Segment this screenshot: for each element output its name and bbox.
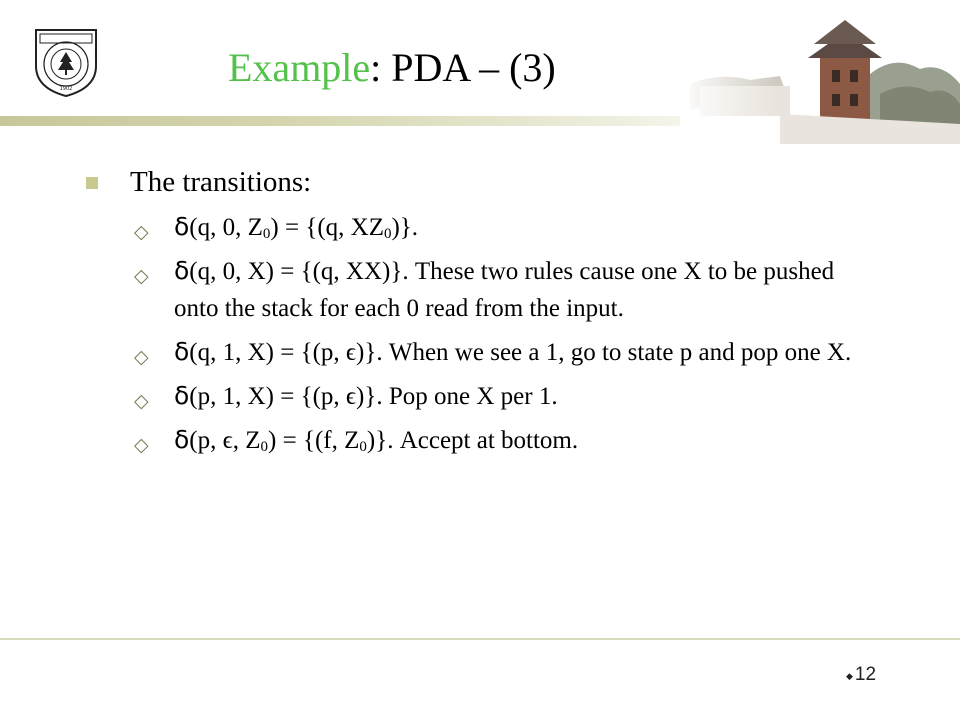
list-item: ◇ δ(q, 0, $Z_0) = \{(q$, $XZ_0$)}. (82, 208, 864, 246)
title-accent: Example (228, 45, 371, 90)
slide-title (228, 45, 556, 90)
diamond-bullet-icon: ◆ (846, 671, 853, 681)
university-seal-icon (30, 26, 102, 98)
hollow-diamond-bullet-icon: ◇ (134, 434, 149, 456)
hollow-diamond-bullet-icon: ◇ (134, 221, 149, 243)
hollow-diamond-bullet-icon: ◇ (134, 265, 149, 287)
bullet-heading: The transitions: (82, 162, 882, 202)
title-rest: : PDA – (3) (370, 45, 556, 90)
slide-body (82, 162, 882, 465)
list-item: ◇ δ(q, 0, X) = {(q, XX)}. These two rules cause one X to be pushed onto the stack for each 0 read from the input. (134, 256, 835, 322)
campus-building-image (680, 14, 960, 144)
footer-divider (0, 638, 960, 640)
header-bar (0, 116, 690, 126)
list-item: ◇ δ(q, 1, X) = {(p, ϵ)}. When we see a 1, go to state p and pop one X. (82, 333, 864, 371)
page-number: ◆ 12 (846, 664, 877, 685)
square-bullet-icon (86, 177, 98, 189)
list-item: ◇ δ(p, ϵ, $Z_0) = \{(f$, $Z_0$)}. Accept at bottom. (82, 421, 864, 459)
svg-text:1902: 1902 (59, 86, 73, 92)
hollow-diamond-bullet-icon: ◇ (134, 346, 149, 368)
hollow-diamond-bullet-icon: ◇ (134, 390, 149, 412)
list-item: ◇ δ(p, 1, X) = {(p, ϵ)}. Pop one X per 1. (82, 377, 864, 415)
